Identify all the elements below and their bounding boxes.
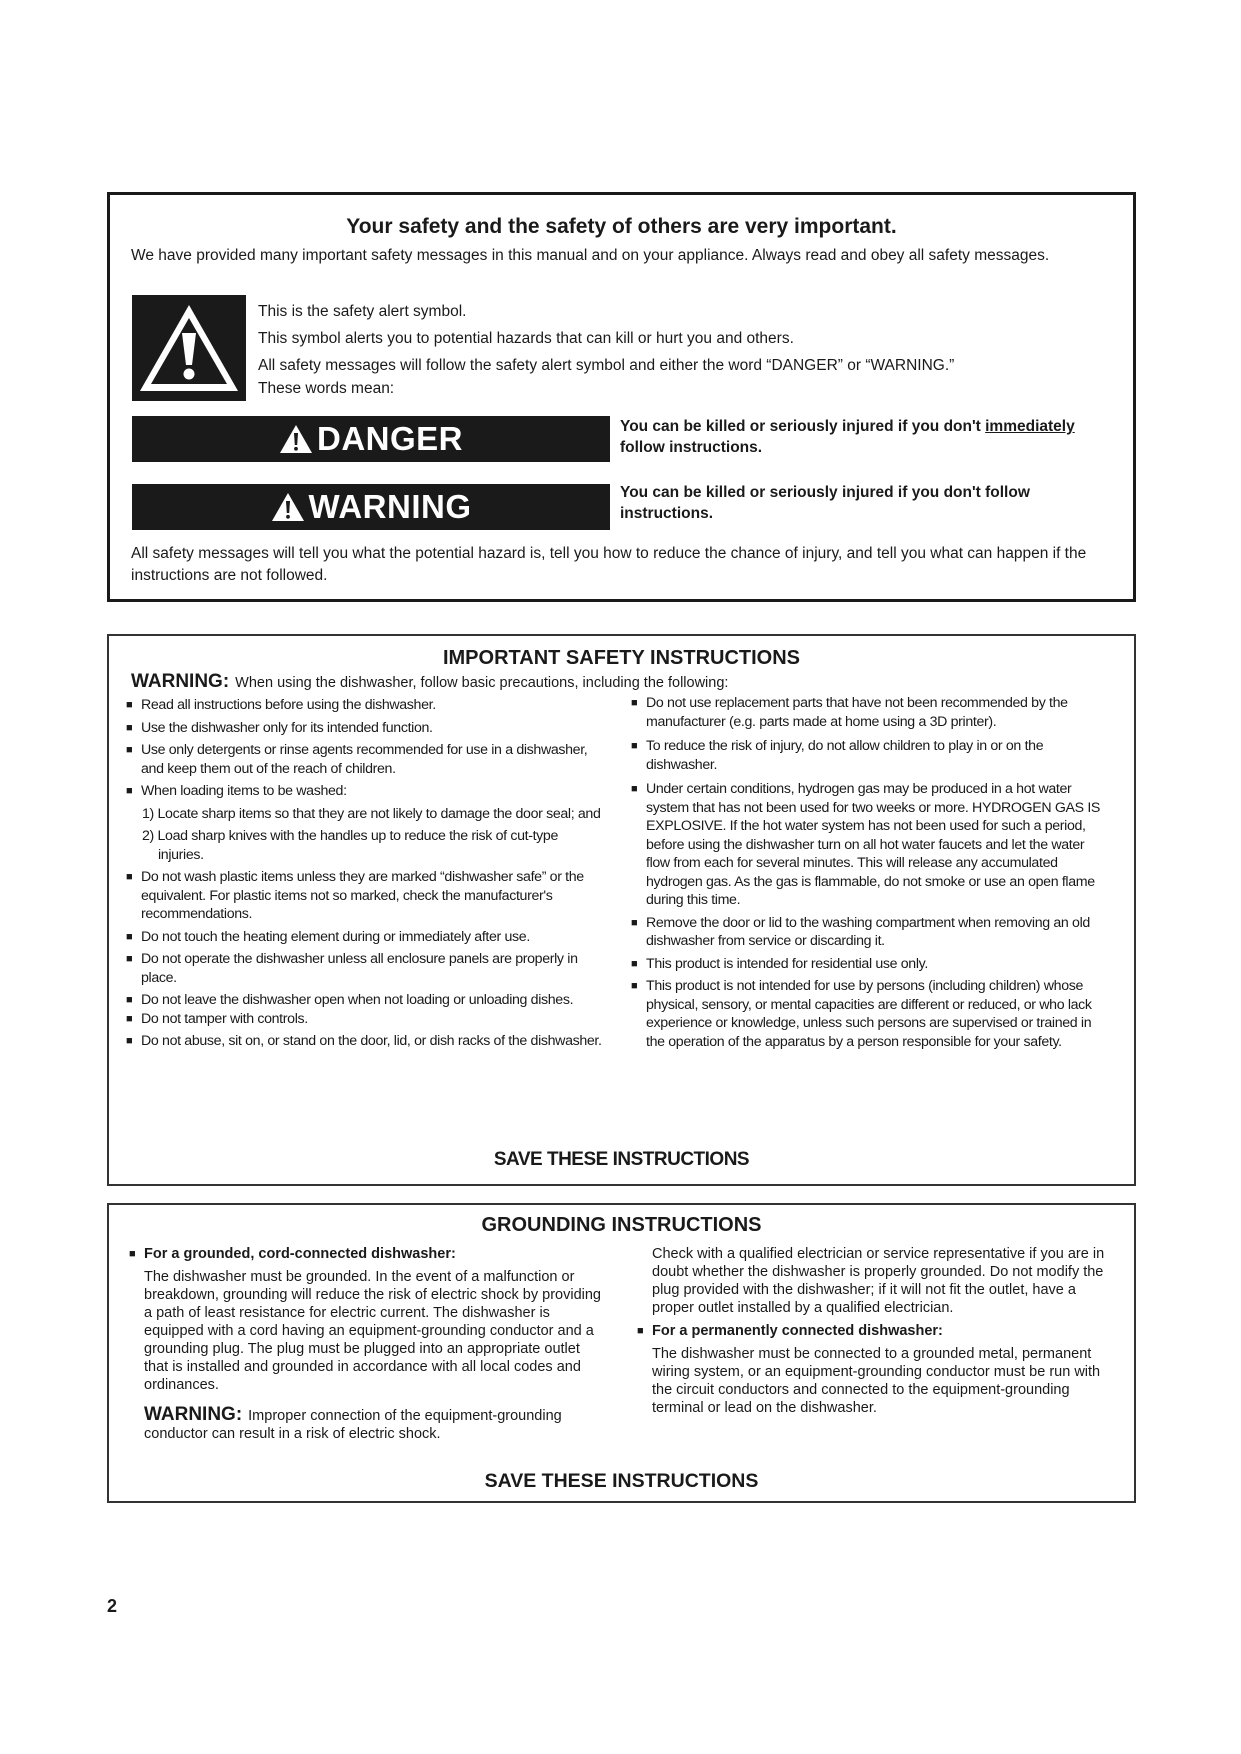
grounding-heading: GROUNDING INSTRUCTIONS [481, 1214, 762, 1236]
grounding-warning-text: Improper connection of the equipment-grounding conductor can result in a risk of electric shock. [144, 1408, 562, 1442]
alert-line: These words mean: [258, 380, 395, 397]
alert-line: This symbol alerts you to potential hazards that can kill or hurt you and others. [258, 330, 794, 347]
important-safety-box [107, 634, 1136, 1186]
check-electrician-text: Check with a qualified electrician or service representative if you are in doubt whether the dishwasher is properly grounded. Do not modify the plug provided with the dishwasher; if it will not fit the outlet, have a proper outlet installed by a qualified electrician. [652, 1246, 1105, 1316]
cord-connected-body: The dishwasher must be grounded. In the event of a malfunction or breakdown, grounding will reduce the risk of electric shock by providing a path of least resistance for electric current. The dishwasher is equipped with a cord having an equipment-grounding conductor and a grounding plug. The plug must be plugged into an appropriate outlet that is installed and grounded in accordance with all local codes and ordinances. [144, 1269, 601, 1393]
list-item: ■ Do not tamper with controls. [126, 1010, 606, 1029]
sub-list-item: 2) Load sharp knives with the handles up to reduce the risk of cut-type injuries. [142, 828, 559, 863]
grounding-warning [129, 1406, 604, 1443]
safety-intro-text: We have provided many important safety messages in this manual and on your appliance. Always read and obey all safety messages. [131, 247, 1050, 264]
warning-definition: You can be killed or seriously injured if you don't follow instructions. [620, 484, 1030, 522]
alert-line: This is the safety alert symbol. [258, 303, 467, 320]
grounding-left-column [129, 1245, 604, 1443]
grounding-box [107, 1203, 1136, 1503]
list-item: ■ Do not operate the dishwasher unless all enclosure panels are properly in place. [126, 950, 606, 987]
list-item: ■ This product is intended for residential use only. [631, 955, 1101, 974]
danger-alert-icon [279, 424, 313, 454]
warning-label: WARNING [308, 488, 472, 525]
safety-intro-box [107, 192, 1136, 602]
warning-word: WARNING: [144, 1404, 243, 1425]
danger-text-emphasis: immediately [985, 418, 1075, 435]
danger-text-part: follow instructions. [620, 439, 763, 456]
danger-text-part: You can be killed or seriously injured if you don't [620, 418, 986, 435]
list-item: ■ Do not wash plastic items unless they are marked “dishwasher safe” or the equivalent. For plastic items not so marked, check the manufacturer's recommendations. [126, 868, 606, 924]
list-item: ■ Do not use replacement parts that have not been recommended by the manufacturer (e.g. parts made at home using a 3D printer). [631, 694, 1101, 731]
save-instructions-label: SAVE THESE INSTRUCTIONS [493, 1149, 750, 1170]
warning-banner [132, 484, 610, 530]
alert-symbol-explanation [258, 298, 1113, 399]
important-warning-line [131, 671, 728, 693]
danger-definition [620, 416, 1119, 458]
list-item: ■ Use only detergents or rinse agents recommended for use in a dishwasher, and keep them out of the reach of children. [126, 741, 606, 778]
list-item: ■ Do not touch the heating element during or immediately after use. [126, 928, 606, 947]
list-item: ■ To reduce the risk of injury, do not allow children to play in or on the dishwasher. [631, 737, 1101, 774]
important-heading: IMPORTANT SAFETY INSTRUCTIONS [442, 647, 801, 669]
page-number: 2 [107, 1596, 118, 1616]
list-item: ■ Remove the door or lid to the washing compartment when removing an old dishwasher from service or discarding it. [631, 914, 1101, 951]
grounding-right-column [637, 1245, 1107, 1417]
safety-alert-icon [132, 295, 246, 401]
important-right-column [631, 694, 1101, 1055]
cord-connected-title: ■ For a grounded, cord-connected dishwasher: [129, 1245, 604, 1263]
warning-precaution-text: When using the dishwasher, follow basic precautions, including the following: [235, 675, 729, 691]
safety-title: Your safety and the safety of others are very important. [346, 215, 897, 238]
list-item: ■ Under certain conditions, hydrogen gas may be produced in a hot water system that has not been used for two weeks or more. HYDROGEN GAS IS EXPLOSIVE. If the hot water system has not been used for such a period, before using the dishwasher turn on all hot water faucets and let the water flow from each for several minutes. This will release any accumulated hydrogen gas. As the gas is flammable, do not smoke or use an open flame during this time. [631, 780, 1101, 910]
permanent-connected-body: The dishwasher must be connected to a grounded metal, permanent wiring system, or an equipment-grounding conductor must be run with the circuit conductors and connected to the equipment-grounding terminal or lead on the dishwasher. [652, 1346, 1101, 1416]
list-item: ■ When loading items to be washed: [126, 782, 606, 801]
safety-outro-text: All safety messages will tell you what the potential hazard is, tell you how to reduce the chance of injury, and tell you what can happen if the instructions are not followed. [131, 545, 1087, 584]
permanent-connected-title: ■ For a permanently connected dishwasher: [637, 1322, 1107, 1340]
list-item: ■ Use the dishwasher only for its intended function. [126, 719, 606, 738]
warning-word: WARNING: [131, 671, 230, 692]
alert-line: All safety messages will follow the safety alert symbol and either the word “DANGER” or “WARNING.” [258, 357, 955, 374]
important-left-column [126, 696, 606, 1055]
danger-label: DANGER [316, 420, 463, 457]
list-item: ■ Do not abuse, sit on, or stand on the door, lid, or dish racks of the dishwasher. [126, 1032, 606, 1051]
save-instructions-label: SAVE THESE INSTRUCTIONS [484, 1470, 759, 1492]
list-item: ■ Do not leave the dishwasher open when not loading or unloading dishes. [126, 991, 606, 1010]
sub-list-item: 1) Locate sharp items so that they are not likely to damage the door seal; and [142, 805, 601, 822]
danger-banner [132, 416, 610, 462]
list-item: ■ This product is not intended for use by persons (including children) whose physical, sensory, or mental capacities are different or reduced, or who lack experience or knowledge, unless such persons are supervised or trained in the operation of the apparatus by a person responsible for your safety. [631, 977, 1101, 1051]
warning-alert-icon [271, 492, 305, 522]
list-item: ■ Read all instructions before using the dishwasher. [126, 696, 606, 715]
